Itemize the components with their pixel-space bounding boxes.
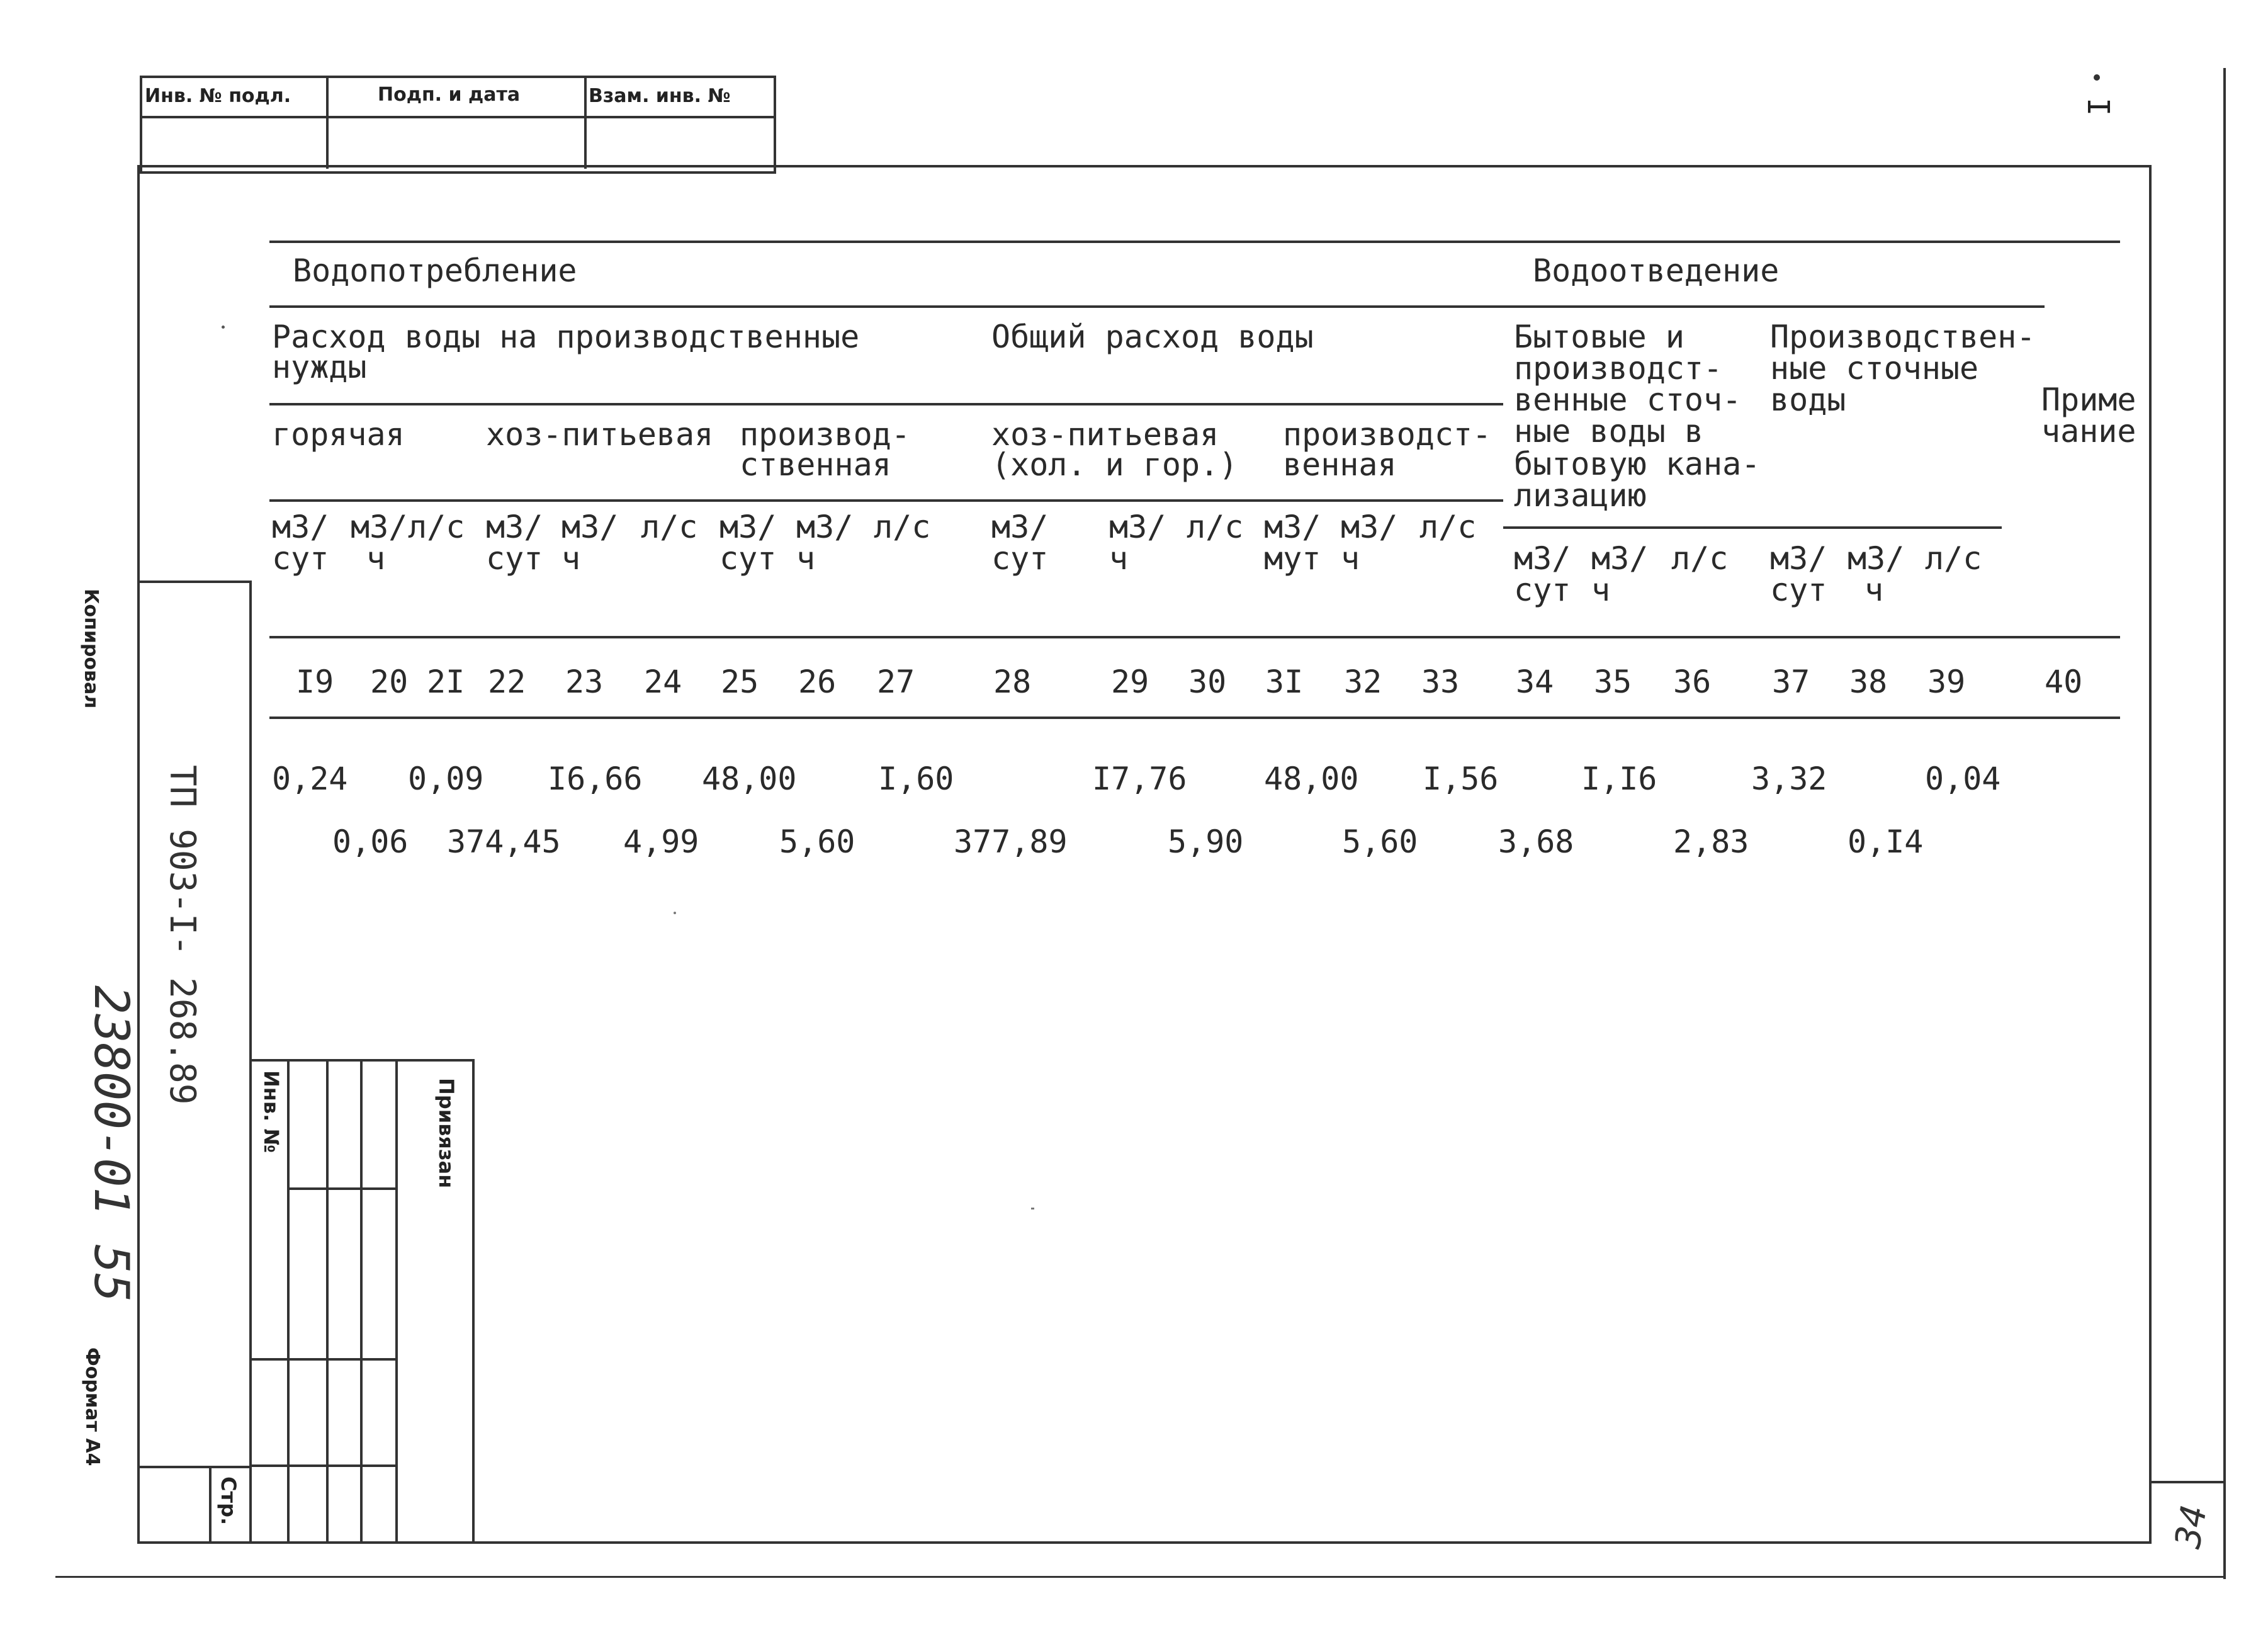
format-label: Формат А4	[81, 1347, 103, 1466]
page-number: 34	[2167, 1502, 2215, 1551]
sub-hot: горячая	[272, 416, 405, 453]
right-edge-line	[2223, 68, 2226, 1579]
stamp-vzam-inv: Взам. инв. №	[589, 85, 731, 107]
handwritten-number: 23800-01 55	[84, 985, 140, 1303]
kopiroval-label: Копировал	[80, 589, 102, 709]
sub-drinking: хоз-питьевая	[486, 416, 714, 453]
header-water-disposal: Водоотведение	[1533, 252, 1780, 289]
group-total: Общий расход воды	[991, 319, 1314, 355]
scan-speck	[1031, 1208, 1034, 1209]
privyazan-label: Привязан	[434, 1078, 458, 1189]
stamp-podp-data: Подп. и дата	[378, 84, 521, 106]
document-code: ТП 903-I- 268.89	[162, 765, 203, 1105]
scan-speck	[674, 912, 676, 914]
sheet-mark: I	[2089, 74, 2114, 125]
inv-no-label: Инв. №	[259, 1070, 283, 1153]
str-label: Стр.	[217, 1476, 240, 1526]
stamp-inv-podl: Инв. № подл.	[145, 85, 291, 107]
scan-speck	[222, 326, 225, 329]
header-water-supply: Водопотребление	[293, 252, 577, 289]
